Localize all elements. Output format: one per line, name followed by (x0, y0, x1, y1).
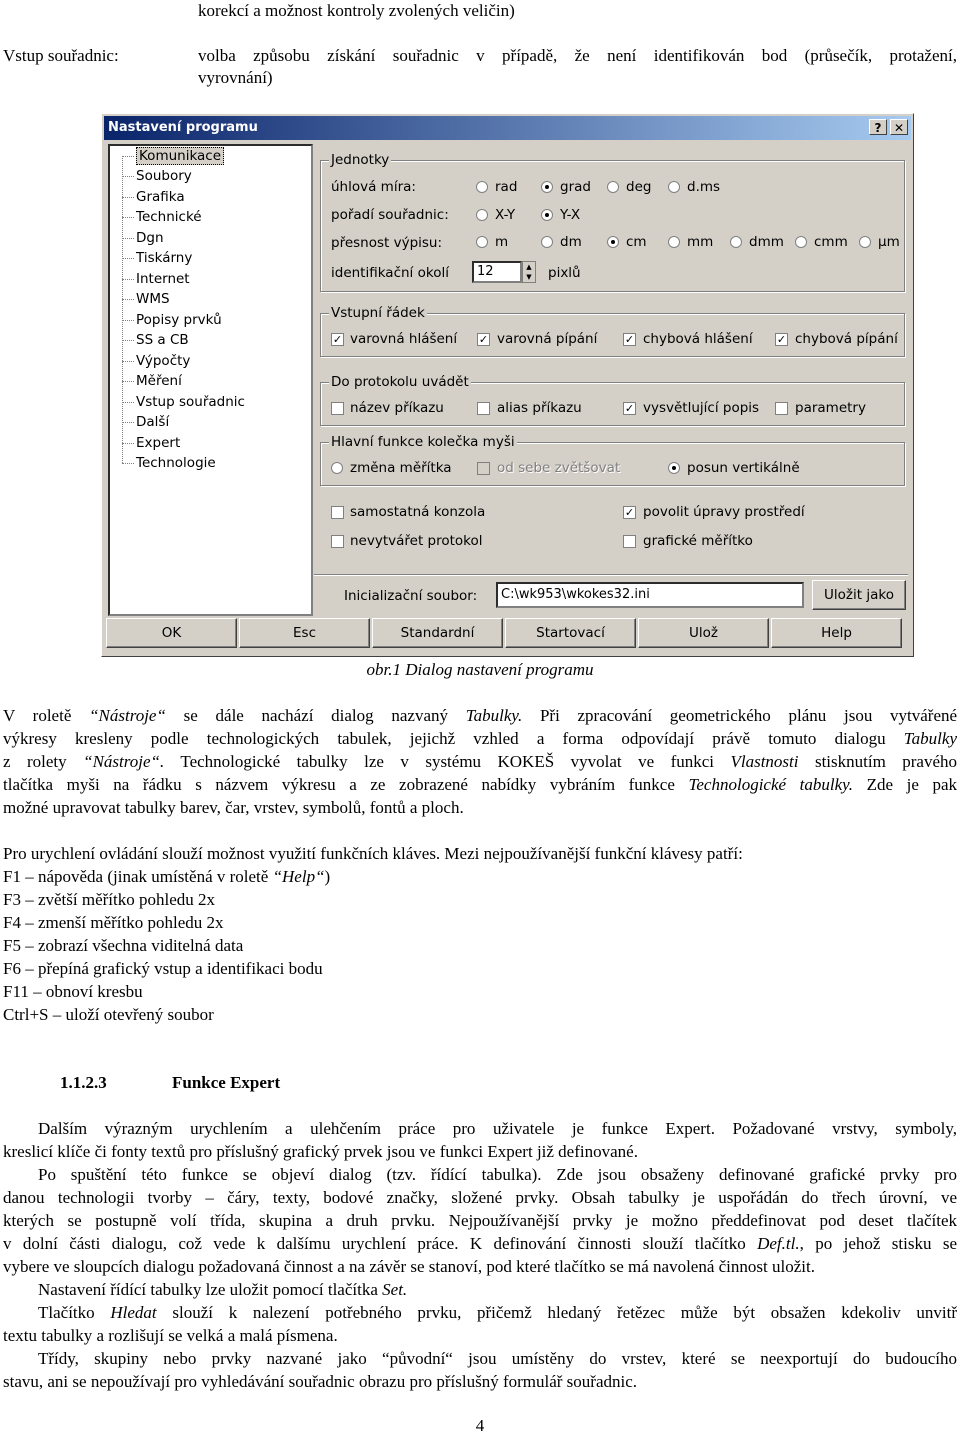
tree-dash (122, 238, 134, 239)
tree-dash (122, 402, 134, 403)
para3-line12: stavu, ani se nepoužívají pro vyhledávání souřadnic obrazu pro příslušný formulář souřadnic. (3, 1372, 638, 1391)
radio-xy[interactable] (476, 209, 488, 221)
radio-m[interactable] (476, 236, 488, 248)
startup-button[interactable]: Startovací (505, 618, 636, 648)
radio-yx[interactable] (541, 209, 553, 221)
radio-posun-vertikalne[interactable] (668, 462, 680, 474)
chk-chybova-pipani[interactable]: ✓ (776, 333, 787, 346)
intro-line: korekcí a možnost kontroly zvolených veličin) (198, 1, 515, 20)
chk-vysvetlujici-popis[interactable]: ✓ (624, 402, 635, 415)
radio-dm-label: dm (560, 234, 582, 250)
tree-item-internet[interactable]: Internet (136, 271, 190, 287)
tree-item-wms[interactable]: WMS (136, 291, 170, 307)
okoli-input[interactable]: 12 (472, 261, 522, 283)
chk-alias-prikazu-label: alias příkazu (497, 400, 582, 416)
chk-samostatna-konzola-label: samostatná konzola (350, 504, 486, 520)
help-button[interactable]: Help (771, 618, 902, 648)
chk-nazev-prikazu-label: název příkazu (350, 400, 444, 416)
chk-povolit-upravy-label: povolit úpravy prostředí (643, 504, 805, 520)
tree-item-popisy[interactable]: Popisy prvků (136, 312, 222, 328)
key-f6: F6 – přepíná grafický vstup a identifikaci bodu (3, 959, 323, 978)
ok-button[interactable]: OK (106, 618, 237, 648)
tree-dash (122, 197, 134, 198)
radio-um-label: µm (878, 234, 900, 250)
okoli-label: identifikační okolí (331, 265, 449, 281)
tree-dash (122, 463, 134, 464)
chk-nazev-prikazu[interactable] (331, 402, 344, 415)
vstup-label: Vstup souřadnic: (3, 46, 119, 65)
radio-zmena-meritka[interactable] (331, 462, 343, 474)
radio-dms[interactable] (668, 181, 680, 193)
section-number: 1.1.2.3 (60, 1073, 107, 1092)
key-f11: F11 – obnoví kresbu (3, 982, 143, 1001)
tree-item-expert[interactable]: Expert (136, 435, 181, 451)
chk-graficke-meritko[interactable] (623, 535, 636, 548)
radio-deg-label: deg (626, 179, 652, 195)
help-icon[interactable]: ? (869, 119, 887, 135)
tree-item-dalsi[interactable]: Další (136, 414, 170, 430)
tree-dash (122, 156, 134, 157)
chk-alias-prikazu[interactable] (477, 402, 490, 415)
chk-graficke-meritko-label: grafické měřítko (643, 533, 753, 549)
radio-cm[interactable] (607, 236, 619, 248)
para3-line11: Třídy, skupiny nebo prvky nazvané jako “původní“ jsou umístěny do vrstev, které se neexportují do budoucího (38, 1349, 957, 1368)
tree-dash (122, 443, 134, 444)
dialog-separator (314, 574, 908, 576)
radio-zmena-meritka-label: změna měřítka (350, 460, 452, 476)
tree-dash (122, 422, 134, 423)
tree-item-soubory[interactable]: Soubory (136, 168, 192, 184)
radio-dmm[interactable] (730, 236, 742, 248)
presnost-label: přesnost výpisu: (331, 235, 443, 251)
dialog-titlebar (104, 116, 911, 140)
chk-chybova-hlaseni[interactable]: ✓ (624, 333, 635, 346)
radio-grad[interactable] (541, 181, 553, 193)
tree-item-tiskarny[interactable]: Tiskárny (136, 250, 193, 266)
tree-dash (122, 258, 134, 259)
para1-line5: možné upravovat tabulky barev, čar, vrstev, symbolů, fontů a ploch. (3, 798, 464, 817)
tree-dash (122, 340, 134, 341)
tree-dash (122, 320, 134, 321)
dialog-title: Nastavení programu (108, 120, 258, 135)
vstup-text-2: vyrovnání) (198, 68, 273, 87)
chk-varovna-pipani[interactable]: ✓ (478, 333, 489, 346)
tree-item-komunikace[interactable]: Komunikace (136, 147, 224, 165)
group-vstupni-legend: Vstupní řádek (331, 305, 425, 321)
radio-um[interactable] (859, 236, 871, 248)
chk-vysvetlujici-popis-label: vysvětlující popis (643, 400, 760, 416)
tree-item-vstup[interactable]: Vstup souřadnic (136, 394, 245, 410)
key-f1: F1 – nápověda (jinak umístěná v roletě “Help“) (3, 867, 331, 886)
radio-rad-label: rad (495, 179, 518, 195)
chk-varovna-hlaseni-label: varovná hlášení (350, 331, 458, 347)
chk-parametry[interactable] (775, 402, 788, 415)
radio-grad-label: grad (560, 179, 591, 195)
radio-m-label: m (495, 234, 509, 250)
group-protokol-legend: Do protokolu uvádět (331, 374, 469, 390)
key-f4: F4 – zmenší měřítko pohledu 2x (3, 913, 224, 932)
chk-samostatna-konzola[interactable] (331, 506, 344, 519)
radio-dm[interactable] (541, 236, 553, 248)
esc-button[interactable]: Esc (239, 618, 370, 648)
chk-varovna-pipani-label: varovná pípání (497, 331, 598, 347)
section-title: Funkce Expert (172, 1073, 281, 1092)
para1-line2: výkresy kresleny podle technologických tabulek, jejichž vzhled a forma odpovídají právě tomuto dialogu Tabulky (3, 729, 957, 748)
chk-od-sebe (477, 462, 490, 475)
chk-od-sebe-label: od sebe zvětšovat (497, 460, 621, 476)
tree-item-dgn[interactable]: Dgn (136, 230, 164, 246)
page-number: 4 (475, 1416, 485, 1435)
para3-line3: Po spuštění této funkce se objeví dialog (tzv. řídící tabulka). Zde jsou obsaženy definované grafické prvky pro (38, 1165, 957, 1184)
tree-item-technologie[interactable]: Technologie (136, 455, 216, 471)
chk-povolit-upravy[interactable]: ✓ (624, 506, 635, 519)
para1-line1: V roletě “Nástroje“ se dále nachází dialog nazvaný Tabulky. Při zpracování geometrického plánu jsou vytvářené (3, 706, 958, 725)
para3-line8: Nastavení řídící tabulky lze uložit pomocí tlačítka Set. (38, 1280, 408, 1299)
settings-tree (108, 144, 313, 616)
radio-posun-vertikalne-label: posun vertikálně (687, 460, 800, 476)
para1-line4: tlačítka myši na řádku s názvem výkresu a ze zobrazené nabídky vybráním funkce Technologické tabulky. Zde je pak (3, 775, 958, 794)
chk-varovna-hlaseni[interactable]: ✓ (332, 333, 343, 346)
tree-dash (122, 381, 134, 382)
para3-line1: Dalším výrazným urychlením a ulehčením práce pro uživatele je funkce Expert. Požadované vrstvy, symboly, (38, 1119, 957, 1138)
tree-connector (122, 158, 123, 463)
standard-button[interactable]: Standardní (372, 618, 503, 648)
tree-item-technicke[interactable]: Technické (136, 209, 202, 225)
para3-line5: kterých se postupně volí třída, skupina a druh prvku. Nejpoužívanější prvky je možno předdefinovat pod deset tlačítek (3, 1211, 957, 1230)
chk-nevytvaret-protokol-label: nevytvářet protokol (350, 533, 483, 549)
para3-line10: textu tabulky a rozlišují se velká a malá písmena. (3, 1326, 338, 1345)
chk-parametry-label: parametry (795, 400, 866, 416)
uhlova-label: úhlová míra: (331, 179, 416, 195)
radio-cmm[interactable] (795, 236, 807, 248)
radio-yx-label: Y-X (560, 207, 581, 223)
group-kolecko-legend: Hlavní funkce kolečka myši (331, 434, 515, 450)
para3-line6: v dolní části dialogu, což vede k dalšímu urychlení práce. K definování činnosti slouží tlačítko Def.tl., po jehož stisku se (3, 1234, 958, 1253)
chk-chybova-pipani-label: chybová pípání (795, 331, 898, 347)
close-icon[interactable]: ✕ (890, 119, 908, 135)
radio-mm-label: mm (687, 234, 714, 250)
okoli-unit: pixlů (548, 265, 581, 281)
radio-deg[interactable] (607, 181, 619, 193)
vstup-text-1: volba způsobu získání souřadnic v případě, že není identifikován bod (průsečík, protažení, (198, 46, 957, 65)
para1-line3: z rolety “Nástroje“. Technologické tabulky lze v systému KOKEŠ vyvolat ve funkci Vlastnosti stisknutím pravého (3, 752, 958, 771)
para3-line9: Tlačítko Hledat slouží k nalezení potřebného prvku, přičemž hledaný řetězec může být obsažen kdekoliv unvitř (38, 1303, 958, 1322)
radio-dms-label: d.ms (687, 179, 721, 195)
radio-cmm-label: cmm (814, 234, 848, 250)
poradi-label: pořadí souřadnic: (331, 207, 449, 223)
figure-caption: obr.1 Dialog nastavení programu (366, 660, 594, 679)
tree-dash (122, 279, 134, 280)
tree-dash (122, 361, 134, 362)
tree-item-grafika[interactable]: Grafika (136, 189, 185, 205)
chk-chybova-hlaseni-label: chybová hlášení (643, 331, 753, 347)
init-file-input[interactable]: C:\wk953\wkokes32.ini (496, 582, 804, 608)
radio-mm[interactable] (668, 236, 680, 248)
okoli-spinner[interactable]: ▲ ▼ (522, 261, 536, 283)
tree-dash (122, 217, 134, 218)
radio-rad[interactable] (476, 181, 488, 193)
tree-dash (122, 299, 134, 300)
tree-item-vypocty[interactable]: Výpočty (136, 353, 191, 369)
para3-line2: kreslicí klíče či fonty textů pro příslušný grafický prvek jsou ve funkci Expert již definované. (3, 1142, 638, 1161)
para2-line1: Pro urychlení ovládání slouží možnost využití funkčních kláves. Mezi nejpoužívanější funkční klávesy patří: (3, 844, 743, 863)
key-f3: F3 – zvětší měřítko pohledu 2x (3, 890, 216, 909)
save-button[interactable]: Ulož (638, 618, 769, 648)
key-ctrl-s: Ctrl+S – uloží otevřený soubor (3, 1005, 214, 1024)
settings-dialog (101, 113, 914, 657)
init-label: Inicializační soubor: (344, 588, 478, 604)
tree-dash (122, 176, 134, 177)
para3-line4: danou technologii tvorby – čáry, texty, bodové značky, složené prvky. Obsah tabulky je uspořádán do třech úrovní, ve (3, 1188, 957, 1207)
para3-line7: vybere ve sloupcích dialogu požadovaná činnost a na závěr se stanoví, pod které tlačítko se má navolená činnost uložit. (3, 1257, 815, 1276)
chk-nevytvaret-protokol[interactable] (331, 535, 344, 548)
radio-dmm-label: dmm (749, 234, 784, 250)
radio-xy-label: X-Y (495, 207, 516, 223)
tree-item-mereni[interactable]: Měření (136, 373, 182, 389)
group-jednotky-legend: Jednotky (331, 152, 390, 168)
tree-item-ss-cb[interactable]: SS a CB (136, 332, 189, 348)
save-as-button[interactable]: Uložit jako (812, 580, 906, 610)
radio-cm-label: cm (626, 234, 647, 250)
key-f5: F5 – zobrazí všechna viditelná data (3, 936, 244, 955)
